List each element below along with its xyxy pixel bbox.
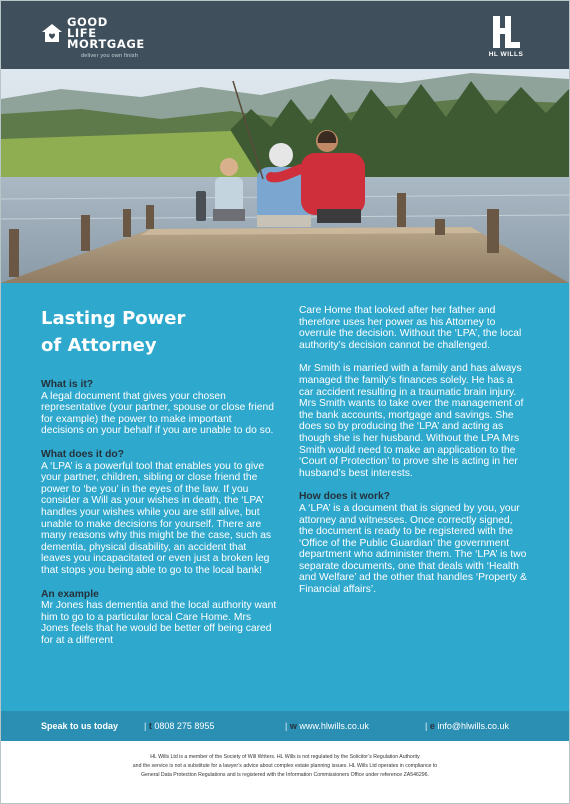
contact-bar xyxy=(1,711,569,741)
brand-wordmark xyxy=(67,17,145,50)
web-icon: w xyxy=(289,721,297,731)
what-body: A legal document that gives your chosen representative (your partner, spouse or close friend for example) the power to make important decisions on your behalf if you are unable to do so. xyxy=(41,390,274,437)
does-heading: What does it do? xyxy=(41,448,124,460)
partner-name: HL WILLS xyxy=(488,51,524,58)
email-icon: e xyxy=(429,721,435,731)
left-column xyxy=(41,379,277,658)
brand-tagline: deliver you own finish xyxy=(81,53,138,59)
title-line-2: of Attorney xyxy=(41,335,157,356)
contact-lead: Speak to us today xyxy=(41,721,119,731)
how-heading: How does it work? xyxy=(299,491,390,503)
example-body: Mr Jones has dementia and the local authority want him to go to a particular local Care Home. Mrs Jones feels that he would be better off being cared for at a different xyxy=(41,600,277,646)
hl-wills-logo xyxy=(484,15,528,61)
legal-footer xyxy=(1,753,569,780)
phone-number[interactable]: 0808 275 8955 xyxy=(154,721,215,731)
example-heading: An example xyxy=(41,588,99,600)
house-icon xyxy=(41,23,63,43)
hl-monogram-icon xyxy=(490,15,522,49)
does-body: A ‘LPA’ is a powerful tool that enables you to give your partner, children, sibling or close friend the power to ‘be you’ in the eyes of the law. If you consider a Will as your wishes in death, the ‘LPA’ handles your wishes while you are still alive, but unable to make decisions for yourself. There are many reasons why this might be the case, such as dementia, physical disability, an accident that leaves you incapacitated or even just a broken leg that stops you being able to go to the local bank! xyxy=(41,460,272,576)
web-link[interactable]: www.hlwills.co.uk xyxy=(299,721,369,731)
footer-line-1: HL Wills Ltd is a member of the Society of Will Writers. HL Wills is not regulated by the Solicitor’s Regulation Authority xyxy=(150,754,420,760)
lake-family-photo xyxy=(1,69,569,283)
email-link[interactable]: info@hlwills.co.uk xyxy=(437,721,510,731)
title-line-1: Lasting Power xyxy=(41,308,186,329)
right-column xyxy=(299,305,527,608)
how-body: A ‘LPA’ is a document that is signed by you, your attorney and witnesses. Once correctly signed, the document is ready to be registered with the ‘Office of the Public Guardian’ the government department who administer them. The ‘LPA’ is two separate documents, one that deals with ‘Health and Welfare’ ad the other that handles ‘Property & Financial affairs’. xyxy=(299,502,527,596)
example-body-continued: Care Home that looked after her father and therefore uses her power as his Attorney to overrule the decision. Without the ‘LPA’, the local authority’s decision cannot be challenged. xyxy=(299,305,522,351)
phone-item xyxy=(144,721,214,731)
content-panel xyxy=(1,283,569,711)
web-item xyxy=(285,721,369,731)
phone-icon: t xyxy=(148,721,152,731)
page-title xyxy=(41,305,241,359)
brand-line-1: GOOD xyxy=(67,15,108,29)
divider: | xyxy=(425,721,430,731)
footer-line-2: and the service is not a substitute for a lawyer’s advice about complex estate planning issues. HL Wills Ltd operates in compliance to xyxy=(132,763,438,769)
divider: | xyxy=(285,721,290,731)
email-item xyxy=(425,721,509,731)
good-life-mortgage-logo xyxy=(41,17,201,57)
divider: | xyxy=(144,721,149,731)
header-bar xyxy=(1,1,569,69)
footer-line-3: General Data Protection Regulations and is registered with the Information Commissioners Office under reference ZA546296. xyxy=(141,772,429,778)
what-heading: What is it? xyxy=(41,379,94,390)
brand-line-2: LIFE xyxy=(67,26,97,40)
brand-line-3: MORTGAGE xyxy=(67,37,145,51)
hero-photo xyxy=(1,69,569,283)
smith-example: Mr Smith is married with a family and has always managed the family’s finances solely. He has a car accident resulting in a traumatic brain injury. Mrs Smith wants to take over the management of the bank accounts, mortgage and savings. She does so by producing the ‘LPA’ and acting as though she is her husband. Without the LPA Mrs Smith would need to make an application to the ‘Court of Protection’ to prove she is acting in her husband’s best interests. xyxy=(299,363,524,479)
